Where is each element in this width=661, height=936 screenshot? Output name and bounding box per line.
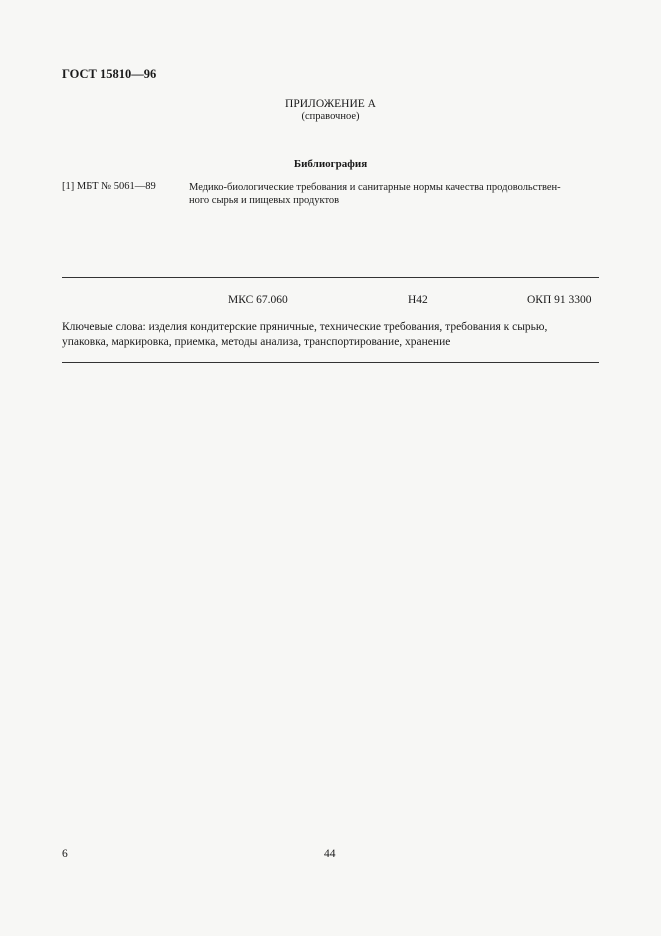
bibliography-title: Библиография (293, 158, 368, 170)
divider-top (62, 277, 599, 278)
page-number-center: 44 (324, 848, 336, 860)
keywords-line: упаковка, маркировка, приемка, методы анализа, транспортирование, хранение (62, 336, 451, 348)
standard-header: ГОСТ 15810—96 (62, 67, 157, 81)
reference-text-line: Медико-биологические требования и санитарные нормы качества продовольствен- (189, 182, 561, 193)
reference-text-line: ного сырья и пищевых продуктов (189, 195, 340, 206)
divider-bottom (62, 362, 599, 363)
page-number-left: 6 (62, 848, 68, 860)
keywords-block (62, 320, 600, 350)
keywords-line: Ключевые слова: изделия кондитерские пряничные, технические требования, требования к сырью, (62, 321, 548, 333)
okp-code: ОКП 91 3300 (527, 294, 592, 306)
appendix-title: ПРИЛОЖЕНИЕ А (285, 98, 376, 110)
appendix-subtitle: (справочное) (301, 111, 360, 122)
mks-code: МКС 67.060 (228, 294, 288, 306)
classification-code: Н42 (408, 294, 428, 306)
reference-text (189, 181, 601, 207)
reference-id: [1] МБТ № 5061—89 (62, 181, 156, 192)
